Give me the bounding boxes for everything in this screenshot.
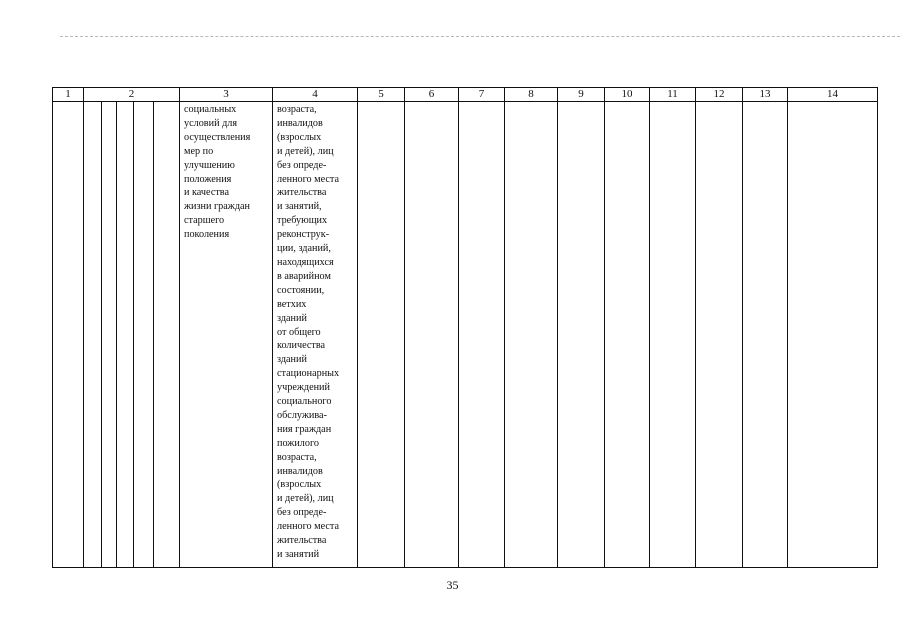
- cell-col-10: [605, 102, 650, 568]
- cell-col-8: [505, 102, 558, 568]
- header-col-1: 1: [53, 88, 84, 102]
- cell-col-9: [558, 102, 605, 568]
- table-row: [53, 102, 878, 568]
- header-col-11: 11: [650, 88, 696, 102]
- header-col-12: 12: [696, 88, 743, 102]
- cell-col-2e: [154, 102, 180, 568]
- cell-col-1: [53, 102, 84, 568]
- cell-col-12: [696, 102, 743, 568]
- header-col-14: 14: [788, 88, 878, 102]
- cell-col-14: [788, 102, 878, 568]
- page-number: 35: [446, 578, 459, 592]
- header-col-10: 10: [605, 88, 650, 102]
- cell-col-4-text: возраста, инвалидов (взрослых и детей), лиц без опреде- ленного места жительства и занятий, требующих реконструк- ции, зданий, находящихся в аварийном состоянии, ветхих зданий от общего количества зданий стационарных учреждений социального обслужива- ния граждан пожилого возраста, инвалидов (взрослых и детей), лиц без опреде- ленного места жительства и занятий: [277, 104, 340, 560]
- cell-col-2d: [134, 102, 154, 568]
- header-col-2: 2: [84, 88, 180, 102]
- cell-col-5: [358, 102, 405, 568]
- header-col-7: 7: [459, 88, 505, 102]
- cell-col-2a: [84, 102, 102, 568]
- header-col-13: 13: [743, 88, 788, 102]
- cell-col-11: [650, 102, 696, 568]
- header-col-6: 6: [405, 88, 459, 102]
- cell-col-7: [459, 102, 505, 568]
- header-col-4: 4: [273, 88, 358, 102]
- cell-col-2c: [117, 102, 134, 568]
- top-rule: [60, 36, 900, 37]
- header-col-3: 3: [180, 88, 273, 102]
- cell-col-13: [743, 102, 788, 568]
- cell-col-3-text: социальных условий для осуществления мер по улучшению положения и качества жизни граждан старшего поколения: [184, 104, 251, 241]
- header-col-9: 9: [558, 88, 605, 102]
- header-row: [53, 88, 878, 102]
- cell-col-4: [273, 102, 358, 568]
- header-col-8: 8: [505, 88, 558, 102]
- cell-col-3: [180, 102, 273, 568]
- header-col-5: 5: [358, 88, 405, 102]
- data-table: [52, 87, 878, 568]
- cell-col-2b: [102, 102, 117, 568]
- cell-col-6: [405, 102, 459, 568]
